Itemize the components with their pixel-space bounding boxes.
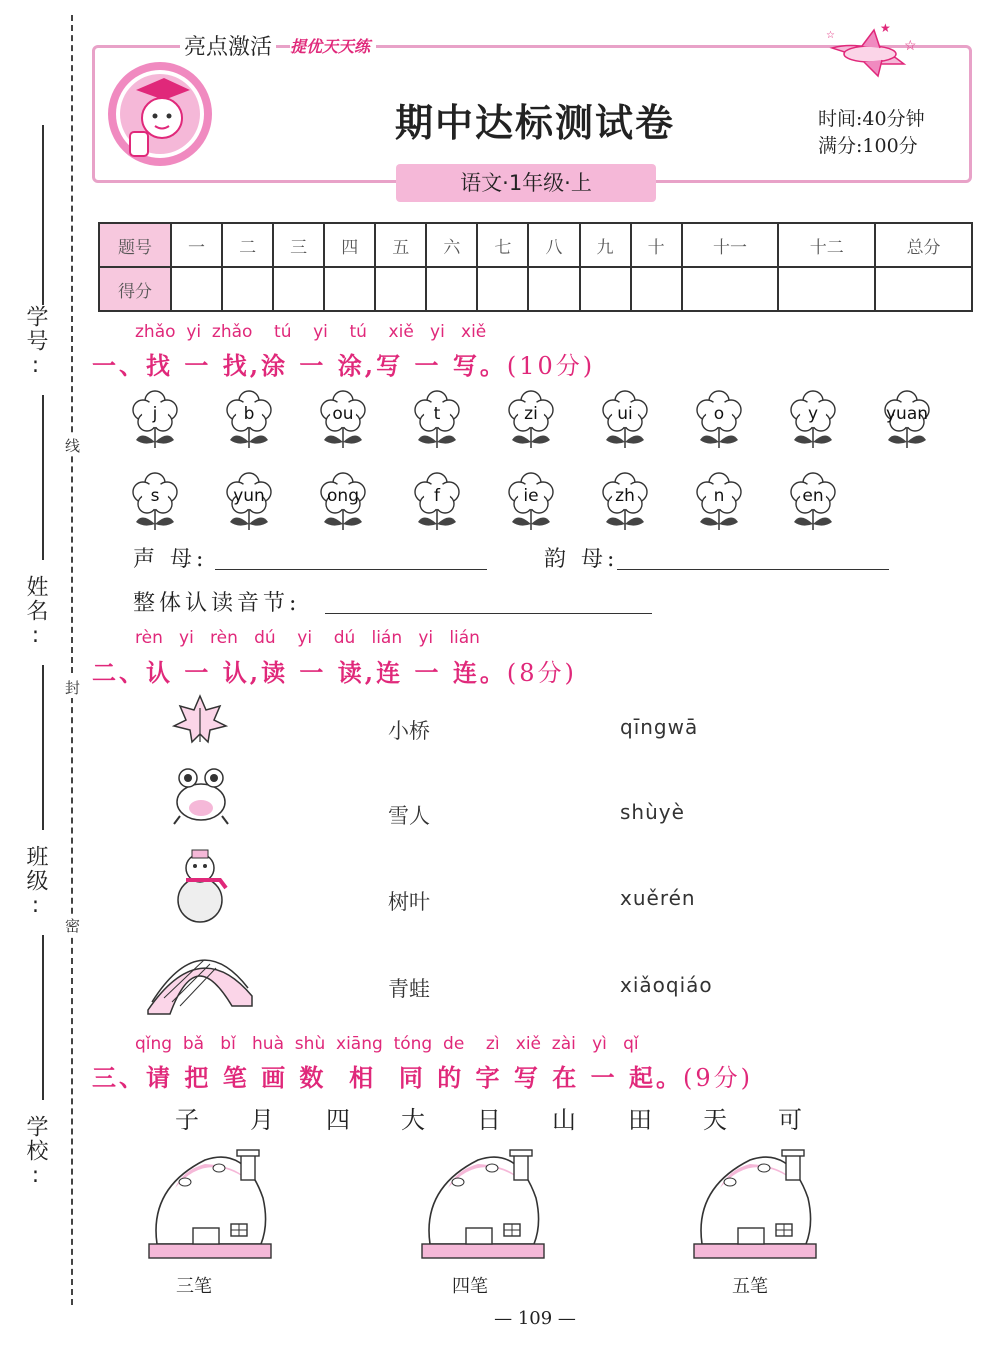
flower-label: ou [332, 404, 354, 424]
flower-item[interactable] [318, 472, 368, 532]
flower-label: b [243, 404, 255, 424]
flower-item[interactable] [694, 472, 744, 532]
flower-label: zh [615, 486, 635, 506]
frog-icon [170, 764, 232, 830]
student-id-label: 学号: [23, 305, 48, 380]
score-input-cell[interactable] [875, 267, 972, 311]
seal-text-seal: 封 [65, 679, 81, 697]
table-cell: 二 [222, 223, 273, 267]
table-row [99, 267, 972, 311]
house-icon[interactable] [418, 1148, 548, 1268]
q2-pinyin-option: xiǎoqiáo [620, 973, 713, 997]
house-label: 三笔 [176, 1276, 212, 1297]
q2-pinyin-option: xuěrén [620, 886, 696, 910]
score-input-cell[interactable] [477, 267, 528, 311]
zhengti-label: 整体认读音节: [133, 591, 301, 616]
q2-pinyin-option: shùyè [620, 800, 685, 824]
q3-char: 可 [778, 1106, 802, 1134]
table-header-label: 得分 [99, 267, 171, 311]
school-label: 学校: [23, 1115, 48, 1190]
brand-name: 亮点激活 [180, 30, 276, 61]
zhengti-answer-line[interactable] [325, 612, 652, 614]
flower-item[interactable] [694, 390, 744, 450]
house-icon[interactable] [145, 1148, 275, 1268]
snowman-icon [170, 848, 232, 930]
score-input-cell[interactable] [631, 267, 682, 311]
svg-text:★: ★ [880, 21, 891, 35]
bridge-icon [144, 940, 256, 1022]
q2-pinyin-option: qīngwā [620, 715, 699, 739]
q2-title [92, 653, 577, 688]
table-cell: 八 [528, 223, 579, 267]
score-input-cell[interactable] [273, 267, 324, 311]
maple-leaf-icon [172, 694, 228, 748]
flower-item[interactable] [412, 472, 462, 532]
score-input-cell[interactable] [580, 267, 631, 311]
subject-tab: 语文·1年级·上 [396, 164, 656, 202]
table-cell: 总分 [875, 223, 972, 267]
q2-word: 雪人 [388, 804, 430, 828]
flower-item[interactable] [506, 472, 556, 532]
flower-item[interactable] [882, 390, 932, 450]
score-input-cell[interactable] [778, 267, 875, 311]
table-cell: 一 [171, 223, 222, 267]
flower-item[interactable] [788, 472, 838, 532]
name-label: 姓名: [23, 575, 48, 650]
q3-char: 天 [703, 1106, 727, 1134]
table-row [99, 223, 972, 267]
q3-char: 日 [477, 1106, 501, 1134]
flower-item[interactable] [318, 390, 368, 450]
table-cell: 三 [273, 223, 324, 267]
page-title: 期中达标测试卷 [395, 100, 676, 145]
yunmu-label: 韵 母: [544, 547, 619, 572]
score-input-cell[interactable] [426, 267, 477, 311]
q3-char: 大 [401, 1106, 425, 1134]
flower-item[interactable] [224, 472, 274, 532]
table-cell: 九 [580, 223, 631, 267]
school-line [42, 935, 44, 1100]
q3-char: 四 [326, 1106, 350, 1134]
house-label: 四笔 [452, 1276, 488, 1297]
q1-points: (10分) [506, 352, 596, 380]
table-cell: 七 [477, 223, 528, 267]
q3-points: (9分) [682, 1064, 753, 1092]
svg-text:☆: ☆ [826, 30, 835, 41]
shengmu-label: 声 母: [133, 547, 208, 572]
shengmu-answer-line[interactable] [215, 568, 487, 570]
name-line [42, 395, 44, 560]
score-input-cell[interactable] [375, 267, 426, 311]
q2-title-text: 二、认 一 认,读 一 读,连 一 连。 [92, 658, 507, 687]
q3-char: 月 [250, 1106, 274, 1134]
table-cell: 四 [324, 223, 375, 267]
house-label: 五笔 [732, 1276, 768, 1297]
table-cell: 十二 [778, 223, 875, 267]
score-input-cell[interactable] [171, 267, 222, 311]
flower-label: yuan [885, 404, 929, 424]
flower-label: zi [524, 404, 538, 424]
airplane-icon [822, 18, 922, 84]
flower-label: en [802, 486, 824, 506]
house-icon[interactable] [690, 1148, 820, 1268]
seal-text-line: 线 [65, 437, 81, 455]
flower-item[interactable] [224, 390, 274, 450]
score-input-cell[interactable] [324, 267, 375, 311]
table-cell: 十 [631, 223, 682, 267]
score-table [98, 222, 973, 312]
flower-label: n [713, 486, 725, 506]
q3-char: 田 [628, 1106, 652, 1134]
flower-label: t [433, 404, 441, 424]
class-line [42, 665, 44, 830]
q3-char: 山 [552, 1106, 576, 1134]
flower-item[interactable] [600, 472, 650, 532]
q3-pinyin: qǐng bǎ bǐ huà shù xiāng tóng de zì xiě zài yì qǐ [135, 1034, 639, 1054]
class-label: 班级: [23, 845, 48, 920]
yunmu-answer-line[interactable] [617, 568, 889, 570]
flower-item[interactable] [130, 390, 180, 450]
q3-title-text: 三、请 把 笔 画 数 相 同 的 字 写 在 一 起。 [92, 1063, 683, 1092]
flower-label: ui [617, 404, 633, 424]
q1-title [92, 346, 595, 381]
student-id-line [42, 125, 44, 305]
q1-pinyin: zhǎo yi zhǎo tú yi tú xiě yi xiě [135, 322, 487, 342]
svg-text:☆: ☆ [904, 38, 917, 54]
flower-label: ong [327, 486, 359, 506]
table-header-label: 题号 [99, 223, 171, 267]
score-input-cell[interactable] [682, 267, 779, 311]
exam-time: 时间:40分钟 [818, 108, 925, 130]
page-number: — 109 — [494, 1308, 576, 1329]
q3-title [92, 1058, 753, 1093]
flower-label: s [150, 486, 160, 506]
q1-title-text: 一、找 一 找,涂 一 涂,写 一 写。 [92, 351, 507, 380]
flower-label: ie [523, 486, 539, 506]
flower-label: y [807, 404, 819, 424]
flower-item[interactable] [788, 390, 838, 450]
q2-word: 树叶 [388, 890, 430, 914]
q2-word: 青蛙 [388, 977, 430, 1001]
table-cell: 六 [426, 223, 477, 267]
exam-full-score: 满分:100分 [818, 135, 918, 157]
score-input-cell[interactable] [528, 267, 579, 311]
flower-label: f [434, 486, 440, 506]
mascot-icon [106, 60, 214, 172]
table-cell: 五 [375, 223, 426, 267]
q2-pinyin: rèn yi rèn dú yi dú lián yi lián [135, 628, 480, 648]
cut-line [71, 15, 73, 1305]
brand-subtitle: 提优天天练 [290, 34, 376, 57]
table-cell: 十一 [682, 223, 779, 267]
flower-item[interactable] [130, 472, 180, 532]
q3-char: 子 [175, 1106, 199, 1134]
q2-points: (8分) [506, 659, 577, 687]
flower-item[interactable] [600, 390, 650, 450]
flower-label: o [713, 404, 725, 424]
seal-text-secret: 密 [65, 917, 81, 935]
flower-label: yun [233, 486, 265, 506]
q2-word: 小桥 [388, 719, 430, 743]
flower-item[interactable] [506, 390, 556, 450]
score-input-cell[interactable] [222, 267, 273, 311]
flower-item[interactable] [412, 390, 462, 450]
flower-label: j [152, 404, 158, 424]
